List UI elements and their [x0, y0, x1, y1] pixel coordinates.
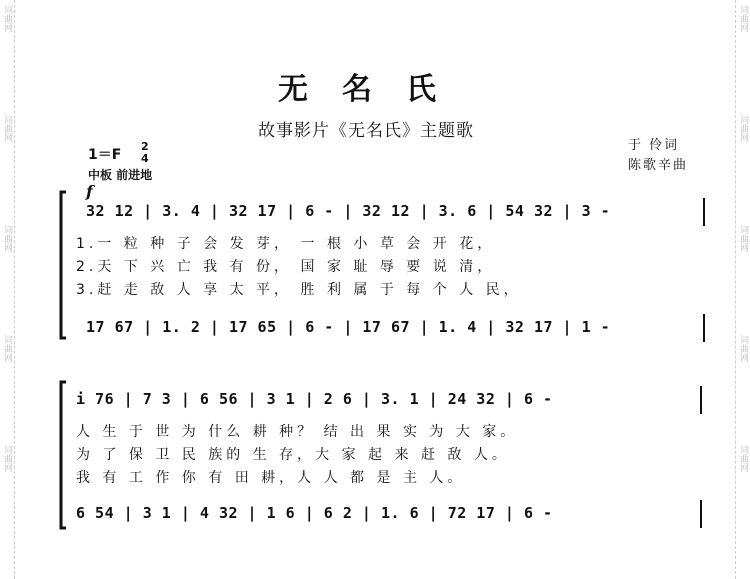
key-signature: 1＝F — [88, 147, 122, 163]
song-title: 无名氏 — [278, 72, 470, 107]
watermark-strip-right — [735, 0, 750, 579]
dynamic-marking: f — [86, 182, 93, 201]
lower-voice-notes: 6 54 | 3 1 | 4 32 | 1 6 | 6 2 | 1. 6 | 72 17 | 6 - — [76, 504, 553, 522]
lower-voice-notes: 17 67 | 1. 2 | 17 65 | 6 - | 17 67 | 1. 4 | 32 17 | 1 - — [86, 318, 611, 336]
time-signature-bottom: 4 — [141, 152, 149, 165]
lyricist-credit: 于 伶词 — [628, 138, 680, 153]
lyric-line-1: 人 生 于 世 为 什么 耕 种？ 结 出 果 实 为 大 家。 — [76, 424, 519, 440]
lyric-line-1: 1.一 粒 种 子 会 发 芽， 一 根 小 草 会 开 花， — [76, 236, 496, 252]
song-subtitle: 故事影片《无名氏》主题歌 — [258, 121, 474, 141]
end-barline — [703, 314, 705, 342]
watermark-text: 词曲网 — [738, 335, 748, 362]
watermark-text: 词曲网 — [2, 225, 12, 252]
watermark-text: 词曲网 — [2, 445, 12, 472]
time-signature-top: 2 — [141, 140, 149, 153]
system-bracket — [58, 380, 68, 530]
watermark-text: 词曲网 — [2, 335, 12, 362]
watermark-text: 词曲网 — [2, 5, 12, 32]
end-barline — [703, 198, 705, 226]
watermark-text: 词曲网 — [738, 5, 748, 32]
lyric-line-3: 3.赶 走 敌 人 享 太 平， 胜 利 属 于 每 个 人 民， — [76, 282, 522, 298]
system-bracket — [58, 190, 68, 340]
lyric-line-3: 我 有 工 作 你 有 田 耕，人 人 都 是 主 人。 — [76, 470, 466, 486]
composer-credit: 陈歌辛曲 — [628, 158, 689, 173]
watermark-text: 词曲网 — [738, 445, 748, 472]
upper-voice-notes: i 76 | 7 3 | 6 56 | 3 1 | 2 6 | 3. 1 | 24 32 | 6 - — [76, 390, 553, 408]
watermark-text: 词曲网 — [2, 115, 12, 142]
watermark-text: 词曲网 — [738, 225, 748, 252]
end-barline — [700, 386, 702, 414]
tempo-marking: 中板 前进地 — [88, 168, 153, 182]
watermark-text: 词曲网 — [738, 115, 748, 142]
watermark-strip-left — [0, 0, 15, 579]
upper-voice-notes: 32 12 | 3. 4 | 32 17 | 6 - | 32 12 | 3. 6 | 54 32 | 3 - — [86, 202, 611, 220]
lyric-line-2: 2.天 下 兴 亡 我 有 份， 国 家 耻 辱 要 说 清， — [76, 259, 496, 275]
end-barline — [700, 500, 702, 528]
lyric-line-2: 为 了 保 卫 民 族的 生 存，大 家 起 来 赶 敌 人。 — [76, 447, 510, 463]
